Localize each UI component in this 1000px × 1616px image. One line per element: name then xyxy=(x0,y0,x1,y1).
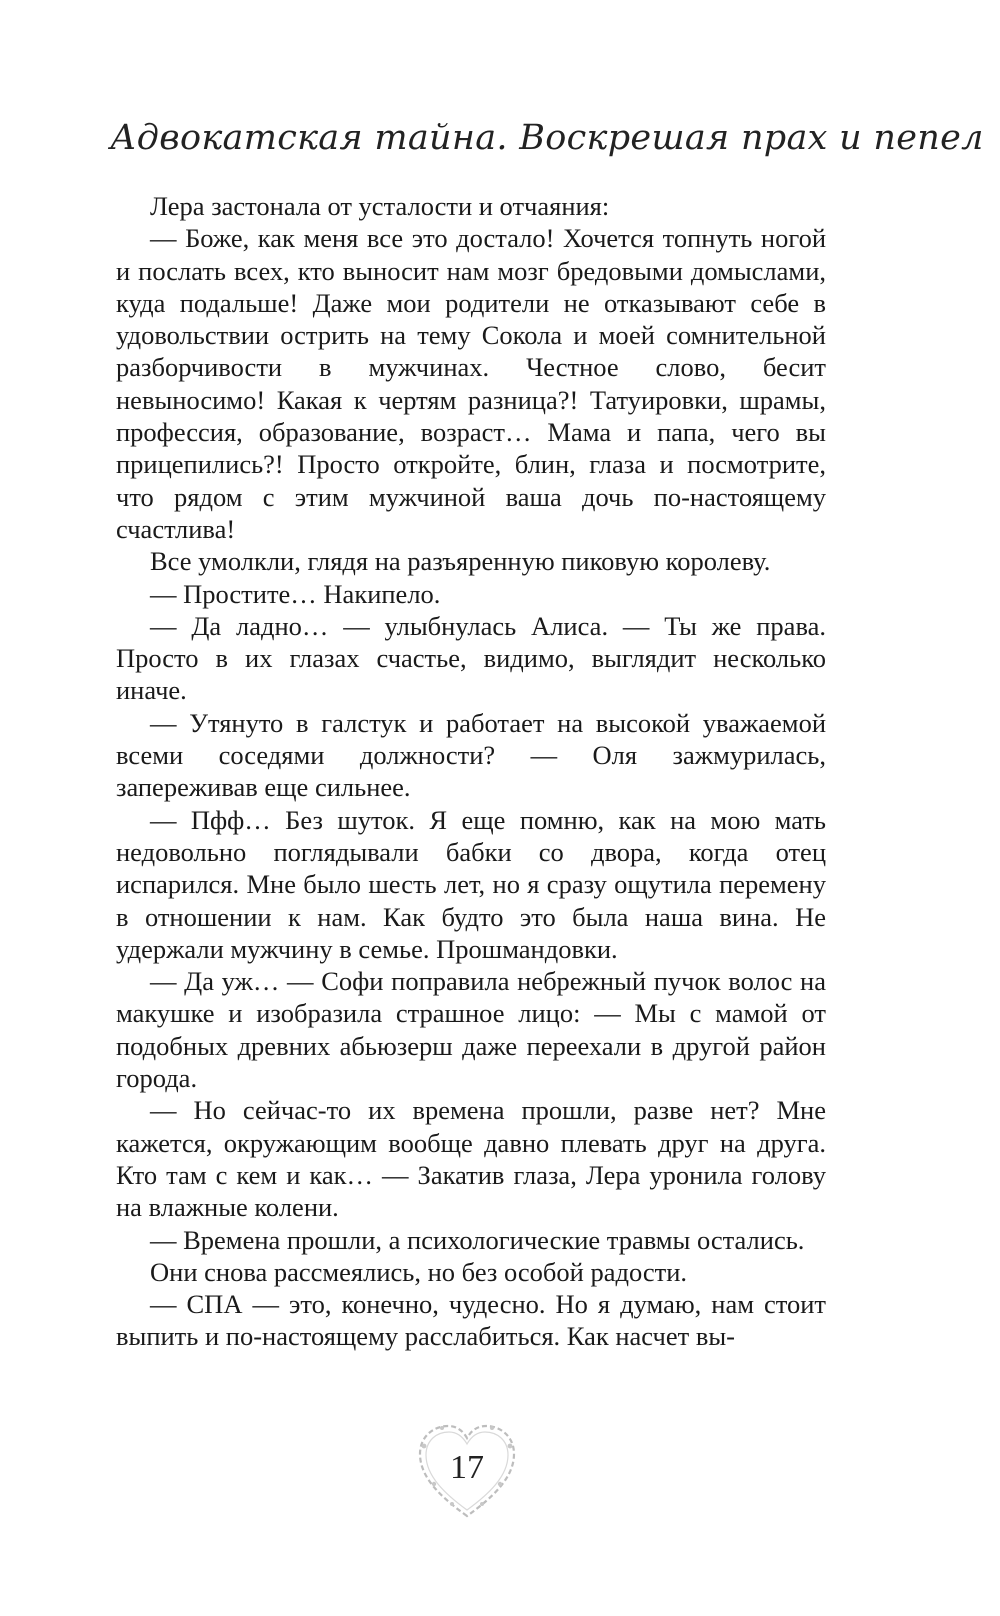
paragraph: Они снова рассмеялись, но без особой радости. xyxy=(150,1256,688,1287)
paragraph: — СПА — это, конечно, чудесно. Но я думаю, нам стоит выпить и по-настоящему расслабиться. Как насчет вы- xyxy=(116,1289,826,1352)
paragraph: Все умолкли, глядя на разъяренную пиковую королеву. xyxy=(150,546,771,577)
paragraph: — Времена прошли, а психологические травмы остались. xyxy=(150,1224,805,1255)
paragraph: — Да уж… — Софи поправила небрежный пучок волос на макушке и изобразила страшное лицо: — Мы с мамой от подобных древних абьюзерш даже переехали в другой район города. xyxy=(116,966,826,1094)
paragraph: — Да ладно… — улыбнулась Алиса. — Ты же права. Просто в их глазах счастье, видимо, выглядит несколько иначе. xyxy=(116,610,826,706)
paragraph: — Утянуто в галстук и работает на высокой уважаемой всеми соседями должности? — Оля зажмурилась, запереживав еще сильнее. xyxy=(116,707,826,803)
paragraph: — Пфф… Без шуток. Я еще помню, как на мою мать недовольно поглядывали бабки со двора, когда отец испарился. Мне было шесть лет, но я сразу ощутила перемену в отношении к нам. Как будто это была наша вина. Не удержали мужчину в семье. Прошмандовки. xyxy=(116,804,826,964)
paragraph: Лера застонала от усталости и отчаяния: xyxy=(150,191,610,221)
page-folio xyxy=(412,1416,522,1526)
body-text xyxy=(116,190,826,1353)
paragraph: — Но сейчас-то их времена прошли, разве нет? Мне кажется, окружающим вообще давно плевать друг на друга. Кто там с кем и как… — Закатив глаза, Лера уронила голову на влажные колени. xyxy=(116,1095,826,1223)
page-number: 17 xyxy=(450,1449,484,1486)
paragraph: — Простите… Накипело. xyxy=(150,578,441,609)
paragraph: — Боже, как меня все это достало! Хочется топнуть ногой и послать всех, кто выносит нам мозг бредовыми домыслами, куда подальше! Даже мои родители не отказывают себе в удовольствии острить на тему Сокола и моей сомнительной разборчивости в мужчинах. Честное слово, бесит невыносимо! Какая к чертям разница?! Татуировки, шрамы, профессия, образование, возраст… Мама и папа, чего вы прицепились?! Просто откройте, блин, глаза и посмотрите, что рядом с этим мужчиной ваша дочь по-настоящему счастлива! xyxy=(116,223,826,544)
running-head: Адвокатская тайна. Воскрешая прах и пепел xyxy=(110,118,984,158)
